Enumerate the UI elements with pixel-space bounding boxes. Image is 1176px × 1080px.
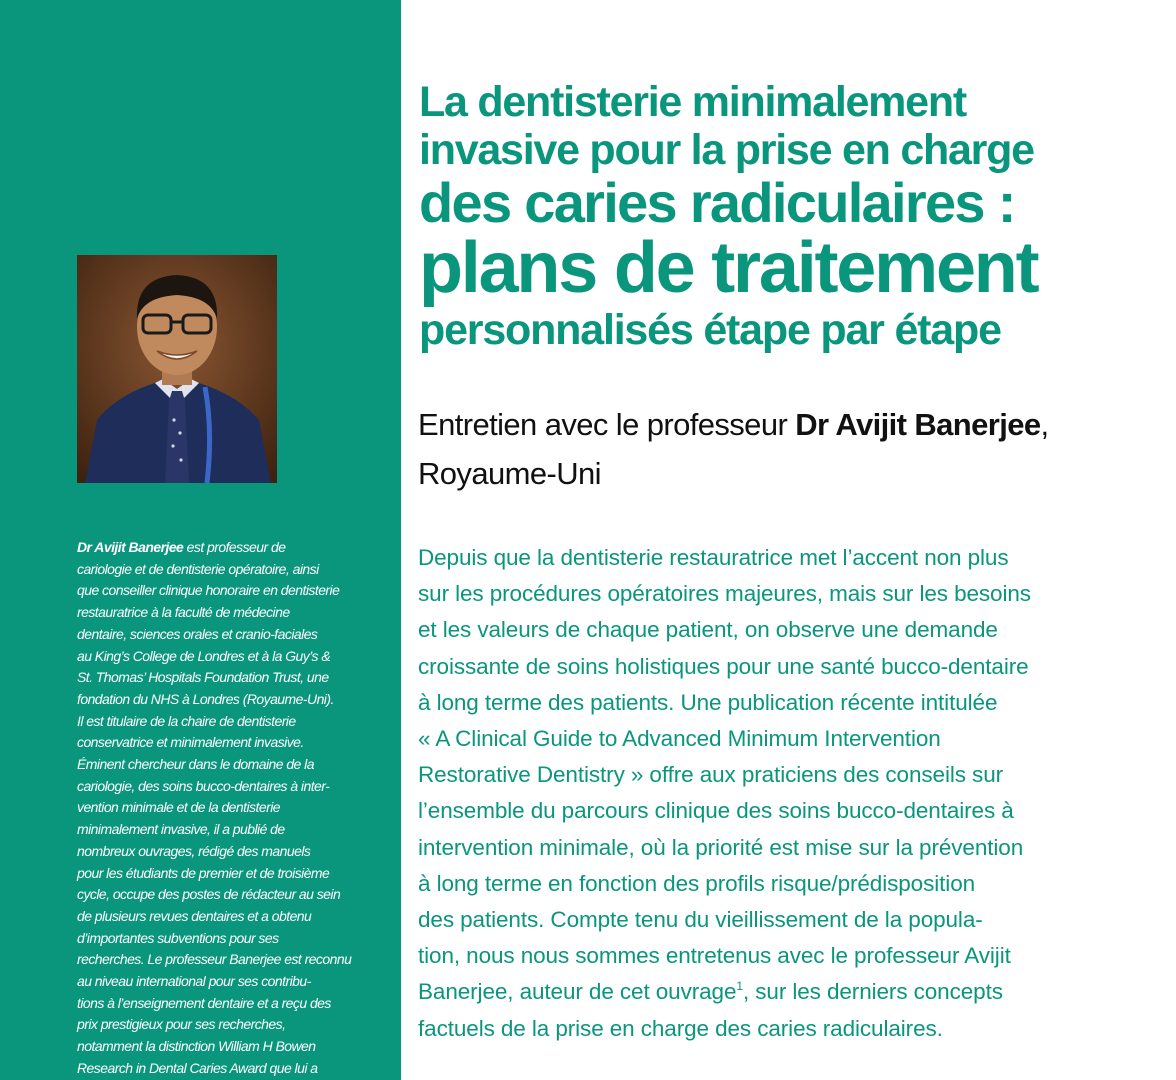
- bio-line: Éminent chercheur dans le domaine de la: [77, 756, 314, 773]
- bio-line: que conseiller clinique honoraire en dentisterie: [77, 582, 340, 599]
- bio-line: prix prestigieux pour ses recherches,: [77, 1016, 286, 1033]
- bio-line: cariologie et de dentisterie opératoire, ainsi: [77, 560, 319, 577]
- bio-line: cariologie, des soins bucco-dentaires à inter-: [77, 777, 330, 794]
- title-line-4: plans de traitement: [419, 228, 1038, 308]
- intro-line-part: Banerjee, auteur de cet ouvrage: [418, 979, 737, 1005]
- subtitle-author-name: Dr Avijit Banerjee: [795, 407, 1041, 442]
- bio-line: fondation du NHS à Londres (Royaume-Uni).: [77, 690, 334, 707]
- bio-line: de plusieurs revues dentaires et a obtenu: [77, 907, 312, 924]
- bio-line: tions à l’enseignement dentaire et a reçu des: [77, 994, 331, 1011]
- bio-line: vention minimale et de la dentisterie: [77, 799, 280, 816]
- intro-line: factuels de la prise en charge des caries radiculaires.: [418, 1015, 943, 1041]
- intro-line-part: , sur les derniers concepts: [742, 979, 1003, 1005]
- subtitle-comma: ,: [1040, 407, 1049, 442]
- bio-line: cycle, occupe des postes de rédacteur au sein: [77, 886, 341, 903]
- intro-line: des patients. Compte tenu du vieillissement de la popula-: [418, 907, 983, 933]
- bio-line: au King’s College de Londres et à la Guy’s &: [77, 647, 331, 664]
- bio-line: Il est titulaire de la chaire de dentisterie: [77, 712, 296, 729]
- title-line-2: invasive pour la prise en charge: [419, 126, 1034, 174]
- intro-line: Restorative Dentistry » offre aux praticiens des conseils sur: [418, 762, 1003, 788]
- author-portrait-image: [77, 255, 277, 483]
- intro-line: à long terme des patients. Une publication récente intitulée: [418, 689, 998, 715]
- intro-paragraph: [418, 540, 1153, 1047]
- title-line-1: La dentisterie minimalement: [419, 78, 966, 126]
- bio-line: d’importantes subventions pour ses: [77, 929, 279, 946]
- article-title: [419, 78, 1154, 358]
- subtitle-line-1: [418, 400, 1153, 449]
- intro-line: « A Clinical Guide to Advanced Minimum Intervention: [418, 726, 941, 752]
- article-subtitle: [418, 400, 1153, 498]
- bio-line: recherches. Le professeur Banerjee est reconnu: [77, 951, 352, 968]
- sidebar: [0, 0, 401, 1080]
- bio-line: dentaire, sciences orales et cranio-faciales: [77, 625, 318, 642]
- bio-line: est professeur de: [183, 539, 286, 555]
- bio-line: pour les étudiants de premier et de troisième: [77, 864, 330, 881]
- bio-line: conservatrice et minimalement invasive.: [77, 734, 304, 751]
- bio-line: nombreux ouvrages, rédigé des manuels: [77, 842, 311, 859]
- intro-line: et les valeurs de chaque patient, on observe une demande: [418, 617, 998, 643]
- intro-line: intervention minimale, où la priorité est mise sur la prévention: [418, 834, 1024, 860]
- bio-line: Research in Dental Caries Award que lui a: [77, 1059, 318, 1076]
- bio-author-name: Dr Avijit Banerjee: [77, 539, 184, 555]
- bio-line: St. Thomas’ Hospitals Foundation Trust, une: [77, 669, 329, 686]
- bio-line: notamment la distinction William H Bowen: [77, 1038, 316, 1055]
- title-line-5: personnalisés étape par étape: [419, 306, 1001, 354]
- intro-line: sur les procédures opératoires majeures, mais sur les besoins: [418, 581, 1031, 607]
- author-bio: [77, 537, 373, 1080]
- intro-line: l’ensemble du parcours clinique des soins bucco-dentaires à: [418, 798, 1014, 824]
- intro-line: croissante de soins holistiques pour une santé bucco-dentaire: [418, 653, 1029, 679]
- bio-line: au niveau international pour ses contribu-: [77, 973, 311, 990]
- intro-line: Depuis que la dentisterie restauratrice met l’accent non plus: [418, 545, 1009, 570]
- intro-line: à long terme en fonction des profils risque/prédisposition: [418, 870, 976, 896]
- subtitle-prefix: Entretien avec le professeur: [418, 407, 796, 442]
- intro-line: tion, nous nous sommes entretenus avec le professeur Avijit: [418, 943, 1011, 969]
- bio-line: minimalement invasive, il a publié de: [77, 821, 285, 838]
- subtitle-country: Royaume-Uni: [418, 456, 601, 491]
- author-photo: [77, 255, 277, 483]
- intro-line-with-footnote: [418, 974, 1153, 1010]
- title-line-3: des caries radiculaires :: [419, 171, 1015, 234]
- bio-line: restauratrice à la faculté de médecine: [77, 604, 290, 621]
- footnote-marker[interactable]: 1: [736, 979, 743, 994]
